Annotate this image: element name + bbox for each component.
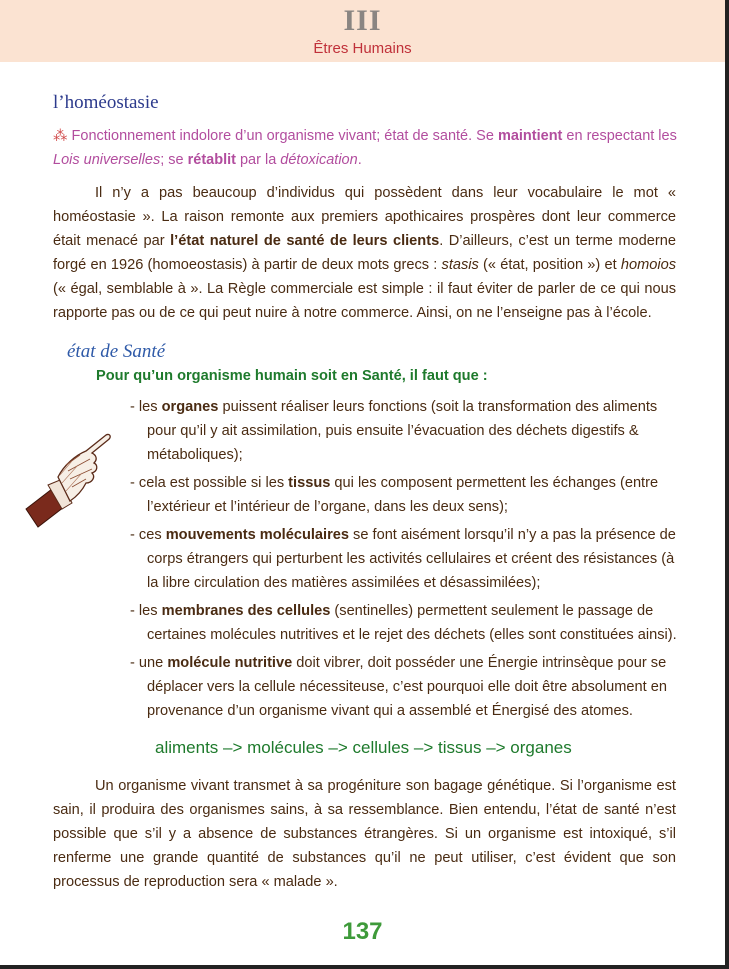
chapter-header xyxy=(0,0,725,62)
definition-text: ; se xyxy=(160,152,188,168)
organization-chain: aliments –> molécules –> cellules –> tissus –> organes xyxy=(155,738,572,757)
definition-italic: Lois universelles xyxy=(53,152,161,168)
item-text: - cela est possible si les xyxy=(130,475,289,491)
list-item xyxy=(130,471,678,519)
item-text: se font aisément lorsqu’il n’y a pas la présence de corps étrangers qui perturbent les activités cellulaires et créent des résistances (à la libre circulation des matières assimilées et désassimilées); xyxy=(147,527,676,591)
definition xyxy=(53,124,678,172)
paragraph-text: (« égal, semblable à ». La Règle commerciale est simple : il faut éviter de parler de ce qui nous rapporte pas ou de ce qui peut nuire à notre commerce. Ainsi, on ne l’enseigne pas à l’école. xyxy=(53,281,676,321)
section-title: l’homéostasie xyxy=(53,92,159,113)
chapter-number: III xyxy=(343,4,382,37)
lead-sentence: Pour qu’un organisme humain soit en Santé, il faut que : xyxy=(96,368,488,384)
paragraph-bold: l’état naturel de santé de leurs clients xyxy=(170,233,440,249)
definition-italic: détoxication xyxy=(280,152,358,168)
list-item xyxy=(130,395,678,467)
item-text: - ces xyxy=(130,527,166,543)
paragraph-text: Il n’y a pas beaucoup d’individus qui possèdent dans leur vocabulaire le mot « homéostasie ». La raison remonte aux premiers apothicaires prospères dont leur commerce était menacé par xyxy=(53,185,676,249)
definition-text: . xyxy=(357,152,362,168)
definition-text: Fonctionnement indolore d’un organisme vivant; état de santé. Se xyxy=(67,128,498,144)
paragraph-italic: homoios xyxy=(620,257,677,273)
item-text: - les xyxy=(130,603,162,619)
intro-paragraph xyxy=(53,181,676,325)
definition-text: par la xyxy=(235,152,281,168)
paragraph-text: (« état, position ») et xyxy=(478,257,621,273)
subheading: état de Santé xyxy=(67,341,166,362)
chapter-title: Êtres Humains xyxy=(313,40,412,57)
item-keyword: membranes des cellules xyxy=(161,603,331,619)
item-text: - une xyxy=(130,655,168,671)
paragraph-italic: stasis xyxy=(441,257,479,273)
item-text: (sentinelles) permettent seulement le passage de certaines molécules nutritives et le rejet des déchets (elles sont constituées ainsi). xyxy=(147,603,677,643)
item-keyword: molécule nutritive xyxy=(167,655,293,671)
conditions-list xyxy=(130,395,678,727)
item-text: qui les composent permettent les échanges (entre l’extérieur et l’intérieur de l’organe, dans les deux sens); xyxy=(147,475,659,515)
list-item xyxy=(130,651,678,723)
item-keyword: organes xyxy=(161,399,219,415)
asterism-icon: ⁂ xyxy=(53,128,68,144)
closing-paragraph: Un organisme vivant transmet à sa progéniture son bagage génétique. Si l’organisme est sain, il produira des organismes sains, à sa ressemblance. Bien entendu, l’état de santé n’est possible que s’il y a absence de substances étrangères. Si un organisme est intoxiqué, s’il renferme une grande quantité de substances qu’il ne peut utiliser, c’est évident que son processus de reproduction sera « malade ». xyxy=(53,778,676,890)
pointing-hand-icon xyxy=(20,425,112,530)
definition-bold: rétablit xyxy=(187,152,236,168)
list-item xyxy=(130,523,678,595)
definition-bold: maintient xyxy=(497,128,563,144)
item-keyword: tissus xyxy=(288,475,331,491)
item-keyword: mouvements moléculaires xyxy=(165,527,349,543)
definition-text: en respectant les xyxy=(562,128,677,144)
paragraph-text: . D’ailleurs, c’est un terme moderne forgé en 1926 (homoeostasis) à partir de deux mots grecs : xyxy=(53,233,676,273)
item-text: - les xyxy=(130,399,162,415)
item-text: puissent réaliser leurs fonctions (soit la transformation des aliments pour qu’il y ait assimilation, puis ensuite l’évacuation des déchets digestifs & métaboliques); xyxy=(147,399,658,463)
page-number: 137 xyxy=(342,918,383,945)
item-text: doit vibrer, doit posséder une Énergie intrinsèque pour se déplacer vers la cellule nécessiteuse, c’est pourquoi elle doit être absolument en provenance d’un organisme vivant qui a assemblé et Énergisé des atomes. xyxy=(147,655,668,719)
list-item xyxy=(130,599,678,647)
